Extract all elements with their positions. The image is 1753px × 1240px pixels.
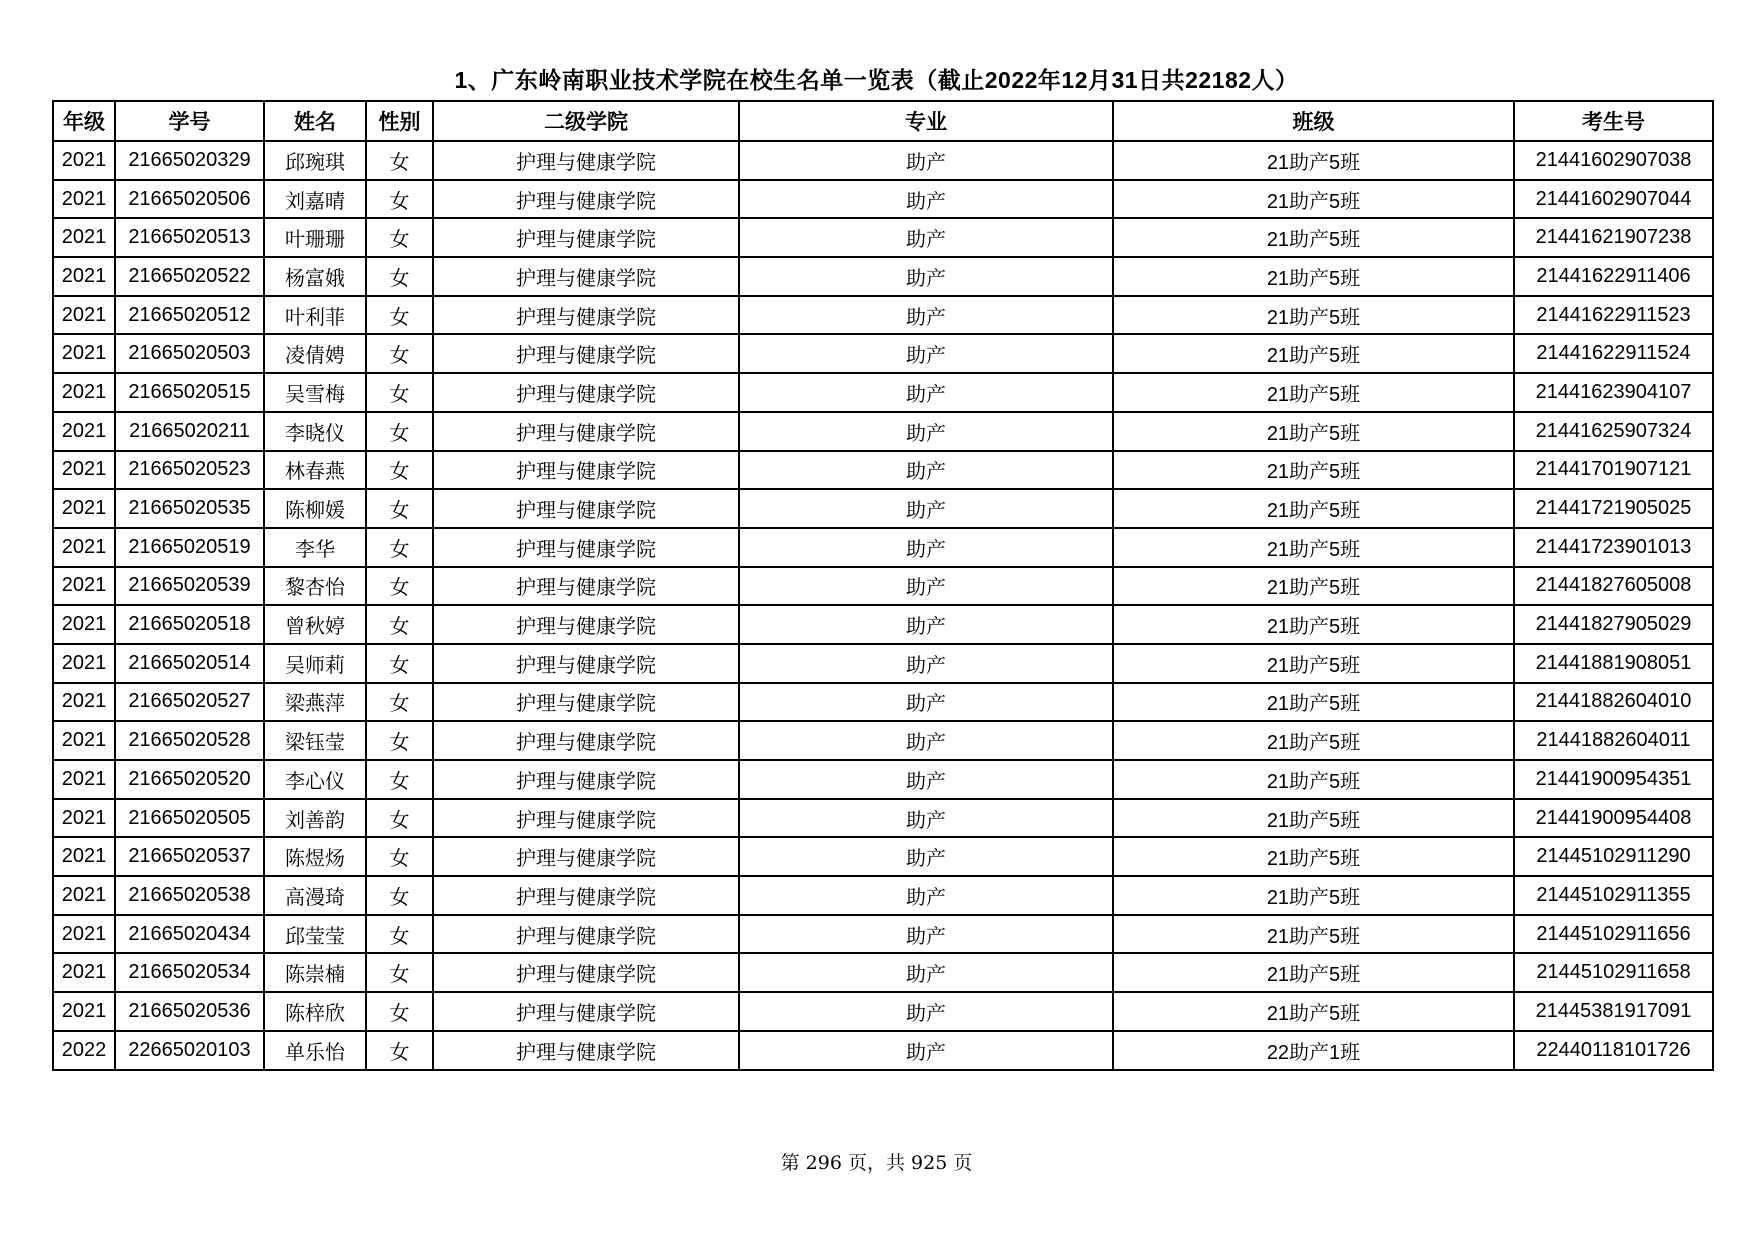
cell-gender: 女 [366,257,433,296]
cell-major: 助产 [739,837,1113,876]
cell-student-id: 21665020523 [115,451,264,490]
cell-major: 助产 [739,644,1113,683]
cell-student-id: 21665020539 [115,567,264,606]
cell-name: 李华 [264,528,366,567]
cell-exam-number: 21441882604011 [1514,721,1713,760]
cell-major: 助产 [739,915,1113,954]
table-row [53,605,1713,644]
table-row [53,528,1713,567]
cell-college: 护理与健康学院 [433,567,739,606]
cell-major: 助产 [739,489,1113,528]
cell-grade: 2021 [53,837,115,876]
cell-college: 护理与健康学院 [433,489,739,528]
cell-exam-number: 21441827905029 [1514,605,1713,644]
cell-exam-number: 21441622911523 [1514,296,1713,335]
cell-class: 21助产5班 [1113,644,1514,683]
cell-class: 21助产5班 [1113,837,1514,876]
cell-exam-number: 21441622911406 [1514,257,1713,296]
header-college: 二级学院 [433,101,739,141]
cell-major: 助产 [739,876,1113,915]
cell-class: 21助产5班 [1113,528,1514,567]
cell-name: 刘嘉晴 [264,180,366,219]
cell-college: 护理与健康学院 [433,257,739,296]
table-row [53,721,1713,760]
cell-exam-number: 21441900954351 [1514,760,1713,799]
cell-college: 护理与健康学院 [433,1031,739,1070]
cell-name: 陈煜炀 [264,837,366,876]
cell-gender: 女 [366,644,433,683]
cell-gender: 女 [366,915,433,954]
cell-class: 21助产5班 [1113,876,1514,915]
cell-class: 21助产5班 [1113,373,1514,412]
table-row [53,489,1713,528]
cell-gender: 女 [366,567,433,606]
cell-gender: 女 [366,141,433,180]
table-row [53,257,1713,296]
cell-class: 21助产5班 [1113,412,1514,451]
cell-college: 护理与健康学院 [433,876,739,915]
cell-major: 助产 [739,412,1113,451]
cell-exam-number: 21441721905025 [1514,489,1713,528]
cell-student-id: 21665020518 [115,605,264,644]
cell-grade: 2021 [53,373,115,412]
cell-student-id: 21665020522 [115,257,264,296]
cell-grade: 2021 [53,257,115,296]
cell-grade: 2021 [53,953,115,992]
cell-student-id: 21665020534 [115,953,264,992]
cell-name: 陈柳媛 [264,489,366,528]
cell-grade: 2021 [53,528,115,567]
table-row [53,915,1713,954]
cell-major: 助产 [739,567,1113,606]
cell-college: 护理与健康学院 [433,451,739,490]
cell-student-id: 21665020520 [115,760,264,799]
cell-gender: 女 [366,218,433,257]
page-footer: 第 296 页，共 925 页 [780,1152,973,1174]
page-title: 1、广东岭南职业技术学院在校生名单一览表（截止2022年12月31日共22182人） [454,67,1299,93]
cell-student-id: 21665020538 [115,876,264,915]
cell-gender: 女 [366,1031,433,1070]
cell-college: 护理与健康学院 [433,141,739,180]
cell-student-id: 21665020527 [115,683,264,722]
table-row [53,760,1713,799]
cell-exam-number: 21445102911290 [1514,837,1713,876]
cell-grade: 2021 [53,799,115,838]
table-row [53,799,1713,838]
cell-exam-number: 21445102911355 [1514,876,1713,915]
table-row [53,1031,1713,1070]
cell-grade: 2022 [53,1031,115,1070]
cell-class: 21助产5班 [1113,567,1514,606]
cell-college: 护理与健康学院 [433,837,739,876]
cell-grade: 2021 [53,412,115,451]
table-row [53,567,1713,606]
cell-class: 21助产5班 [1113,257,1514,296]
cell-name: 吴雪梅 [264,373,366,412]
cell-student-id: 21665020513 [115,218,264,257]
cell-grade: 2021 [53,644,115,683]
cell-gender: 女 [366,489,433,528]
cell-grade: 2021 [53,296,115,335]
cell-name: 吴师莉 [264,644,366,683]
table-row [53,373,1713,412]
cell-grade: 2021 [53,605,115,644]
cell-class: 21助产5班 [1113,180,1514,219]
cell-name: 梁燕萍 [264,683,366,722]
cell-name: 梁钰莹 [264,721,366,760]
header-class: 班级 [1113,101,1514,141]
header-exam-number: 考生号 [1514,101,1713,141]
cell-exam-number: 21441701907121 [1514,451,1713,490]
cell-college: 护理与健康学院 [433,953,739,992]
student-roster-table [52,100,1714,1071]
cell-gender: 女 [366,953,433,992]
cell-name: 刘善韵 [264,799,366,838]
cell-name: 林春燕 [264,451,366,490]
cell-student-id: 21665020514 [115,644,264,683]
cell-college: 护理与健康学院 [433,644,739,683]
header-grade: 年级 [53,101,115,141]
cell-college: 护理与健康学院 [433,412,739,451]
cell-college: 护理与健康学院 [433,334,739,373]
cell-student-id: 21665020528 [115,721,264,760]
table-row [53,644,1713,683]
cell-name: 叶利菲 [264,296,366,335]
cell-class: 21助产5班 [1113,451,1514,490]
cell-grade: 2021 [53,218,115,257]
cell-class: 21助产5班 [1113,334,1514,373]
cell-major: 助产 [739,141,1113,180]
cell-grade: 2021 [53,876,115,915]
cell-college: 护理与健康学院 [433,992,739,1031]
cell-major: 助产 [739,296,1113,335]
header-major: 专业 [739,101,1113,141]
cell-exam-number: 21441882604010 [1514,683,1713,722]
cell-major: 助产 [739,528,1113,567]
cell-college: 护理与健康学院 [433,799,739,838]
cell-major: 助产 [739,799,1113,838]
cell-exam-number: 21441827605008 [1514,567,1713,606]
cell-name: 陈梓欣 [264,992,366,1031]
cell-gender: 女 [366,837,433,876]
cell-gender: 女 [366,799,433,838]
cell-name: 陈崇楠 [264,953,366,992]
cell-exam-number: 21441602907038 [1514,141,1713,180]
cell-college: 护理与健康学院 [433,721,739,760]
table-row [53,876,1713,915]
cell-student-id: 21665020506 [115,180,264,219]
cell-exam-number: 22440118101726 [1514,1031,1713,1070]
cell-college: 护理与健康学院 [433,760,739,799]
cell-grade: 2021 [53,915,115,954]
cell-name: 凌倩娉 [264,334,366,373]
cell-college: 护理与健康学院 [433,528,739,567]
cell-exam-number: 21441625907324 [1514,412,1713,451]
cell-grade: 2021 [53,567,115,606]
table-row [53,218,1713,257]
table-row [53,992,1713,1031]
cell-grade: 2021 [53,760,115,799]
cell-college: 护理与健康学院 [433,683,739,722]
cell-college: 护理与健康学院 [433,373,739,412]
cell-student-id: 22665020103 [115,1031,264,1070]
cell-major: 助产 [739,953,1113,992]
cell-major: 助产 [739,218,1113,257]
cell-name: 邱琬琪 [264,141,366,180]
cell-grade: 2021 [53,180,115,219]
table-row [53,296,1713,335]
cell-exam-number: 21441623904107 [1514,373,1713,412]
cell-student-id: 21665020537 [115,837,264,876]
cell-gender: 女 [366,760,433,799]
cell-exam-number: 21445102911656 [1514,915,1713,954]
header-gender: 性别 [366,101,433,141]
cell-major: 助产 [739,683,1113,722]
cell-student-id: 21665020505 [115,799,264,838]
cell-college: 护理与健康学院 [433,180,739,219]
cell-class: 21助产5班 [1113,489,1514,528]
table-row [53,412,1713,451]
cell-grade: 2021 [53,141,115,180]
cell-class: 22助产1班 [1113,1031,1514,1070]
cell-student-id: 21665020512 [115,296,264,335]
cell-major: 助产 [739,257,1113,296]
cell-exam-number: 21445102911658 [1514,953,1713,992]
table-row [53,451,1713,490]
cell-gender: 女 [366,180,433,219]
cell-exam-number: 21441881908051 [1514,644,1713,683]
cell-student-id: 21665020503 [115,334,264,373]
cell-student-id: 21665020519 [115,528,264,567]
cell-class: 21助产5班 [1113,605,1514,644]
cell-name: 李晓仪 [264,412,366,451]
cell-gender: 女 [366,451,433,490]
table-row [53,180,1713,219]
cell-gender: 女 [366,605,433,644]
cell-gender: 女 [366,296,433,335]
table-row [53,683,1713,722]
cell-gender: 女 [366,412,433,451]
cell-gender: 女 [366,721,433,760]
table-row [53,837,1713,876]
cell-major: 助产 [739,605,1113,644]
cell-gender: 女 [366,373,433,412]
cell-class: 21助产5班 [1113,296,1514,335]
cell-exam-number: 21445381917091 [1514,992,1713,1031]
cell-major: 助产 [739,180,1113,219]
cell-major: 助产 [739,334,1113,373]
cell-gender: 女 [366,876,433,915]
cell-class: 21助产5班 [1113,760,1514,799]
cell-exam-number: 21441622911524 [1514,334,1713,373]
cell-name: 黎杏怡 [264,567,366,606]
cell-college: 护理与健康学院 [433,218,739,257]
cell-exam-number: 21441621907238 [1514,218,1713,257]
cell-gender: 女 [366,334,433,373]
cell-grade: 2021 [53,334,115,373]
cell-class: 21助产5班 [1113,218,1514,257]
cell-student-id: 21665020211 [115,412,264,451]
cell-exam-number: 21441723901013 [1514,528,1713,567]
cell-major: 助产 [739,760,1113,799]
cell-name: 邱莹莹 [264,915,366,954]
cell-class: 21助产5班 [1113,683,1514,722]
cell-student-id: 21665020515 [115,373,264,412]
cell-name: 叶珊珊 [264,218,366,257]
header-row [53,101,1713,141]
cell-gender: 女 [366,992,433,1031]
table-row [53,334,1713,373]
cell-class: 21助产5班 [1113,992,1514,1031]
cell-grade: 2021 [53,721,115,760]
cell-student-id: 21665020329 [115,141,264,180]
cell-class: 21助产5班 [1113,799,1514,838]
cell-grade: 2021 [53,489,115,528]
cell-exam-number: 21441602907044 [1514,180,1713,219]
cell-major: 助产 [739,451,1113,490]
cell-name: 李心仪 [264,760,366,799]
cell-name: 高漫琦 [264,876,366,915]
cell-college: 护理与健康学院 [433,605,739,644]
header-student-id: 学号 [115,101,264,141]
cell-major: 助产 [739,1031,1113,1070]
table-row [53,953,1713,992]
cell-class: 21助产5班 [1113,721,1514,760]
cell-major: 助产 [739,373,1113,412]
cell-major: 助产 [739,721,1113,760]
cell-name: 单乐怡 [264,1031,366,1070]
cell-student-id: 21665020536 [115,992,264,1031]
cell-student-id: 21665020434 [115,915,264,954]
cell-exam-number: 21441900954408 [1514,799,1713,838]
cell-gender: 女 [366,683,433,722]
table-row [53,141,1713,180]
cell-name: 杨富娥 [264,257,366,296]
cell-class: 21助产5班 [1113,141,1514,180]
cell-major: 助产 [739,992,1113,1031]
cell-college: 护理与健康学院 [433,296,739,335]
cell-student-id: 21665020535 [115,489,264,528]
cell-name: 曾秋婷 [264,605,366,644]
cell-grade: 2021 [53,683,115,722]
cell-gender: 女 [366,528,433,567]
cell-class: 21助产5班 [1113,953,1514,992]
cell-grade: 2021 [53,451,115,490]
cell-college: 护理与健康学院 [433,915,739,954]
cell-class: 21助产5班 [1113,915,1514,954]
header-name: 姓名 [264,101,366,141]
table-body [53,141,1713,1070]
cell-grade: 2021 [53,992,115,1031]
